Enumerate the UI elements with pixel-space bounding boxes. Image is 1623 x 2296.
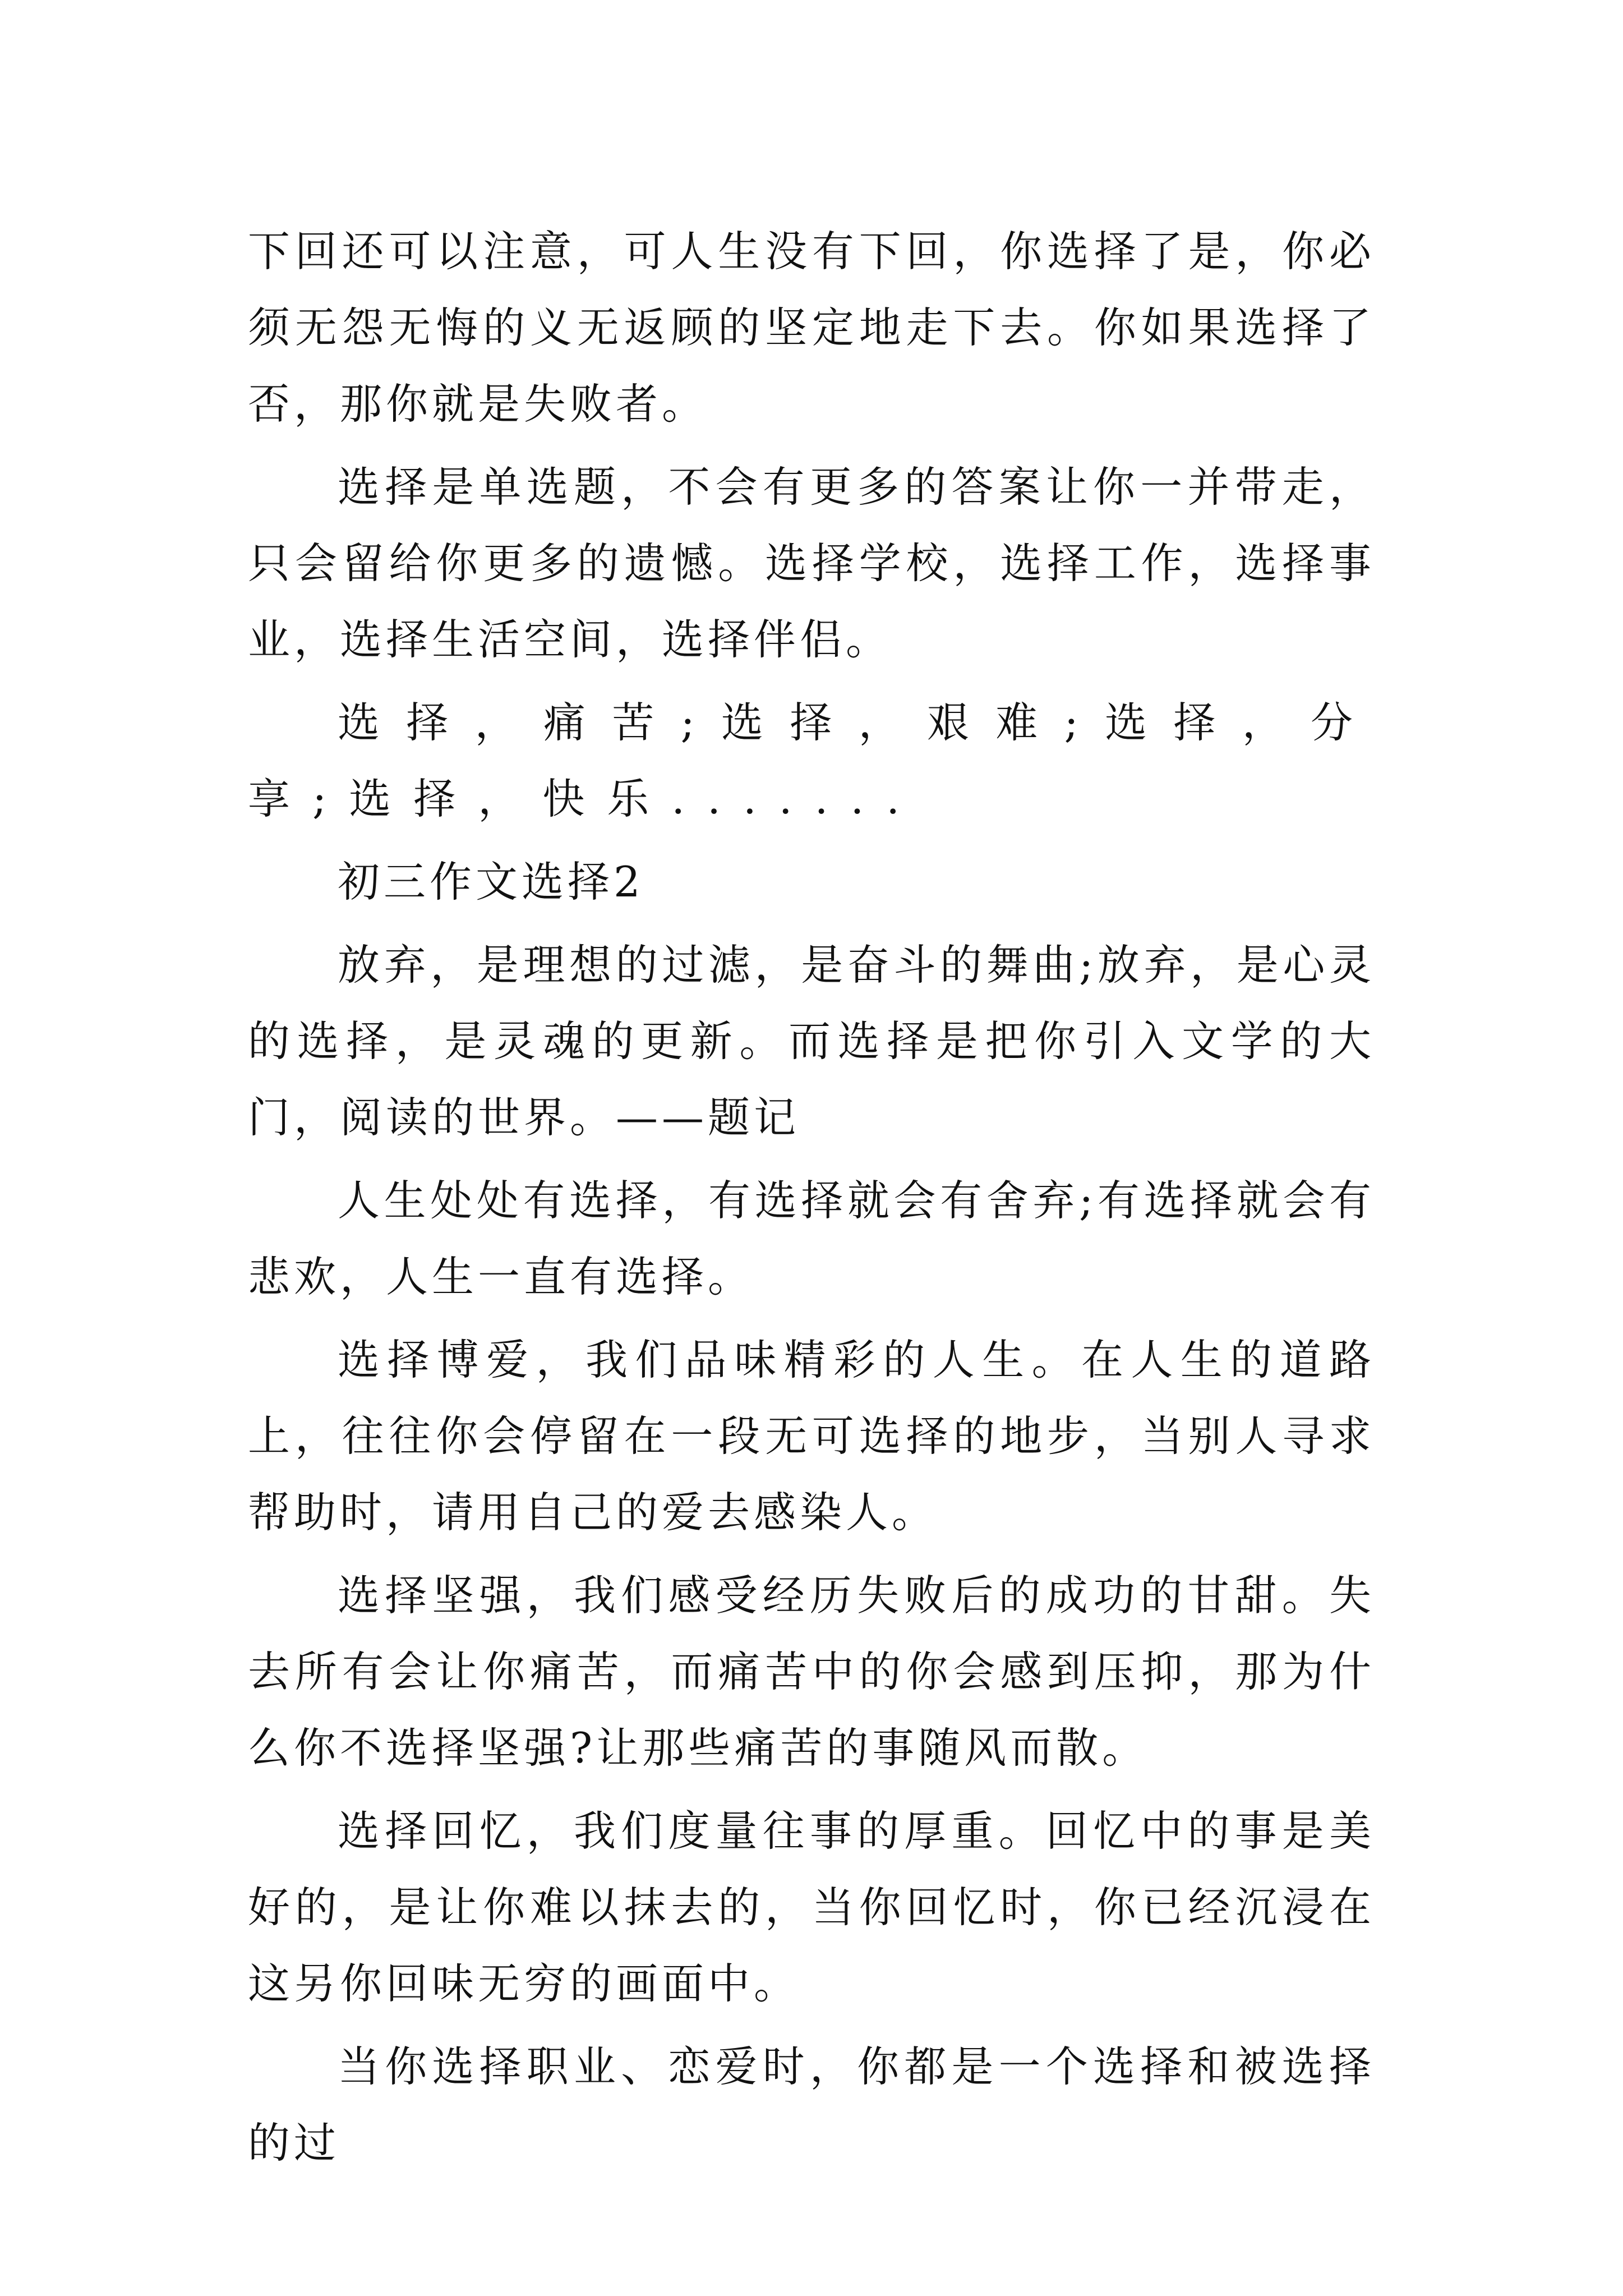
paragraph: 选择回忆，我们度量往事的厚重。回忆中的事是美好的，是让你难以抹去的，当你回忆时，你已经沉浸在这另你回味无穷的画面中。 <box>248 1806 1375 2008</box>
paragraph: 当你选择职业、恋爱时，你都是一个选择和被选择的过 <box>248 2042 1375 2168</box>
paragraph: 选择坚强，我们感受经历失败后的成功的甘甜。失去所有会让你痛苦，而痛苦中的你会感到压抑，那为什么你不选择坚强?让那些痛苦的事随风而散。 <box>248 1571 1375 1773</box>
paragraph-epigraph: 放弃，是理想的过滤，是奋斗的舞曲;放弃，是心灵的选择，是灵魂的更新。而选择是把你引入文学的大门，阅读的世界。——题记 <box>248 940 1375 1142</box>
paragraph: 人生处处有选择，有选择就会有舍弃;有选择就会有悲欢，人生一直有选择。 <box>248 1176 1375 1301</box>
document-body <box>248 213 1375 2188</box>
paragraph-continuation: 下回还可以注意，可人生没有下回，你选择了是，你必须无怨无悔的义无返顾的坚定地走下去。你如果选择了否，那你就是失败者。 <box>248 227 1375 429</box>
paragraph: 选择是单选题，不会有更多的答案让你一并带走，只会留给你更多的遗憾。选择学校，选择工作，选择事业，选择生活空间，选择伴侣。 <box>248 462 1375 664</box>
section-heading: 初三作文选择2 <box>338 857 644 907</box>
paragraph: 选择博爱，我们品味精彩的人生。在人生的道路上，往往你会停留在一段无可选择的地步，当别人寻求帮助时，请用自己的爱去感染人。 <box>248 1335 1375 1537</box>
paragraph-spaced: 选择，痛苦;选择，艰难;选择，分享;选择，快乐....... <box>248 698 1375 823</box>
